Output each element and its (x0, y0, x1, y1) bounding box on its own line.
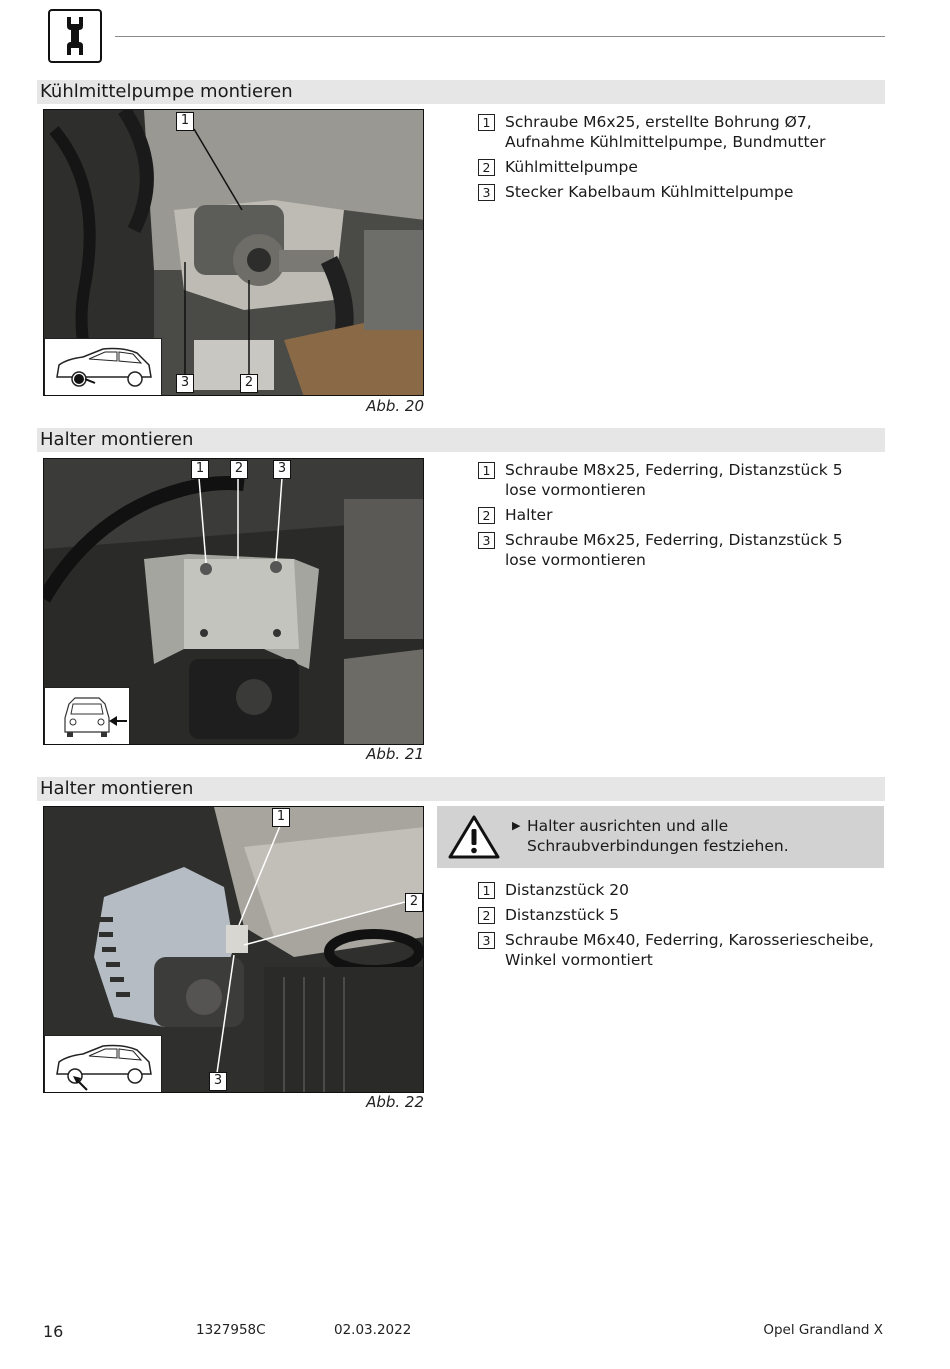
item-number: 2 (478, 507, 495, 524)
list-item (478, 530, 878, 570)
list-item (478, 905, 878, 925)
item-text: Schraube M6x40, Federring, Karosseriescheibe, Winkel vormontiert (505, 931, 874, 969)
figure-caption: Abb. 22 (366, 1093, 424, 1111)
photo-bracket-alignment (43, 806, 424, 1093)
bullet-arrow-icon: ▶ (512, 819, 521, 832)
section-heading: Halter montieren (37, 428, 885, 452)
car-side-view-icon (44, 338, 162, 396)
callout-3: 3 (273, 460, 291, 479)
item-text: Distanzstück 5 (505, 906, 620, 924)
legend-list (478, 460, 878, 575)
legend-list (478, 112, 878, 207)
figure-caption: Abb. 20 (366, 397, 424, 415)
item-text: Schraube M8x25, Federring, Distanzstück 5 lose vormontieren (505, 461, 843, 499)
item-number: 1 (478, 462, 495, 479)
doc-number: 1327958C (196, 1322, 266, 1338)
callout-2: 2 (230, 460, 248, 479)
item-number: 1 (478, 114, 495, 131)
item-text: Halter (505, 506, 553, 524)
item-number: 2 (478, 159, 495, 176)
item-number: 1 (478, 882, 495, 899)
item-text: Schraube M6x25, Federring, Distanzstück 5 lose vormontieren (505, 531, 843, 569)
item-text: Schraube M6x25, erstellte Bohrung Ø7, Aufnahme Kühlmittelpumpe, Bundmutter (505, 113, 826, 151)
car-front-view-icon (44, 687, 130, 745)
warning-triangle-icon (448, 814, 500, 864)
wrench-icon (48, 9, 102, 63)
callout-2: 2 (240, 374, 258, 393)
callout-2: 2 (405, 893, 423, 912)
item-number: 3 (478, 932, 495, 949)
callout-1: 1 (272, 808, 290, 827)
figure-caption: Abb. 21 (366, 745, 424, 763)
product-name: Opel Grandland X (763, 1322, 883, 1338)
list-item (478, 460, 878, 500)
list-item (478, 157, 878, 177)
photo-bracket (43, 458, 424, 745)
section-heading: Kühlmittelpumpe montieren (37, 80, 885, 104)
list-item (478, 930, 878, 970)
callout-3: 3 (176, 374, 194, 393)
callout-1: 1 (191, 460, 209, 479)
legend-list (478, 880, 878, 975)
list-item (478, 112, 878, 152)
section-heading: Halter montieren (37, 777, 885, 801)
callout-3: 3 (209, 1072, 227, 1091)
item-text: Stecker Kabelbaum Kühlmittelpumpe (505, 183, 794, 201)
car-side-view-icon (44, 1035, 162, 1093)
page-number: 16 (43, 1322, 64, 1341)
header-rule (115, 36, 885, 37)
doc-date: 02.03.2022 (334, 1322, 412, 1338)
item-number: 3 (478, 184, 495, 201)
item-number: 3 (478, 532, 495, 549)
list-item (478, 505, 878, 525)
item-number: 2 (478, 907, 495, 924)
warning-box (437, 806, 884, 868)
list-item (478, 880, 878, 900)
item-text: Kühlmittelpumpe (505, 158, 638, 176)
photo-coolant-pump (43, 109, 424, 396)
callout-1: 1 (176, 112, 194, 131)
item-text: Distanzstück 20 (505, 881, 629, 899)
warning-text: Halter ausrichten und alle Schraubverbindungen festziehen. (527, 817, 789, 855)
list-item (478, 182, 878, 202)
